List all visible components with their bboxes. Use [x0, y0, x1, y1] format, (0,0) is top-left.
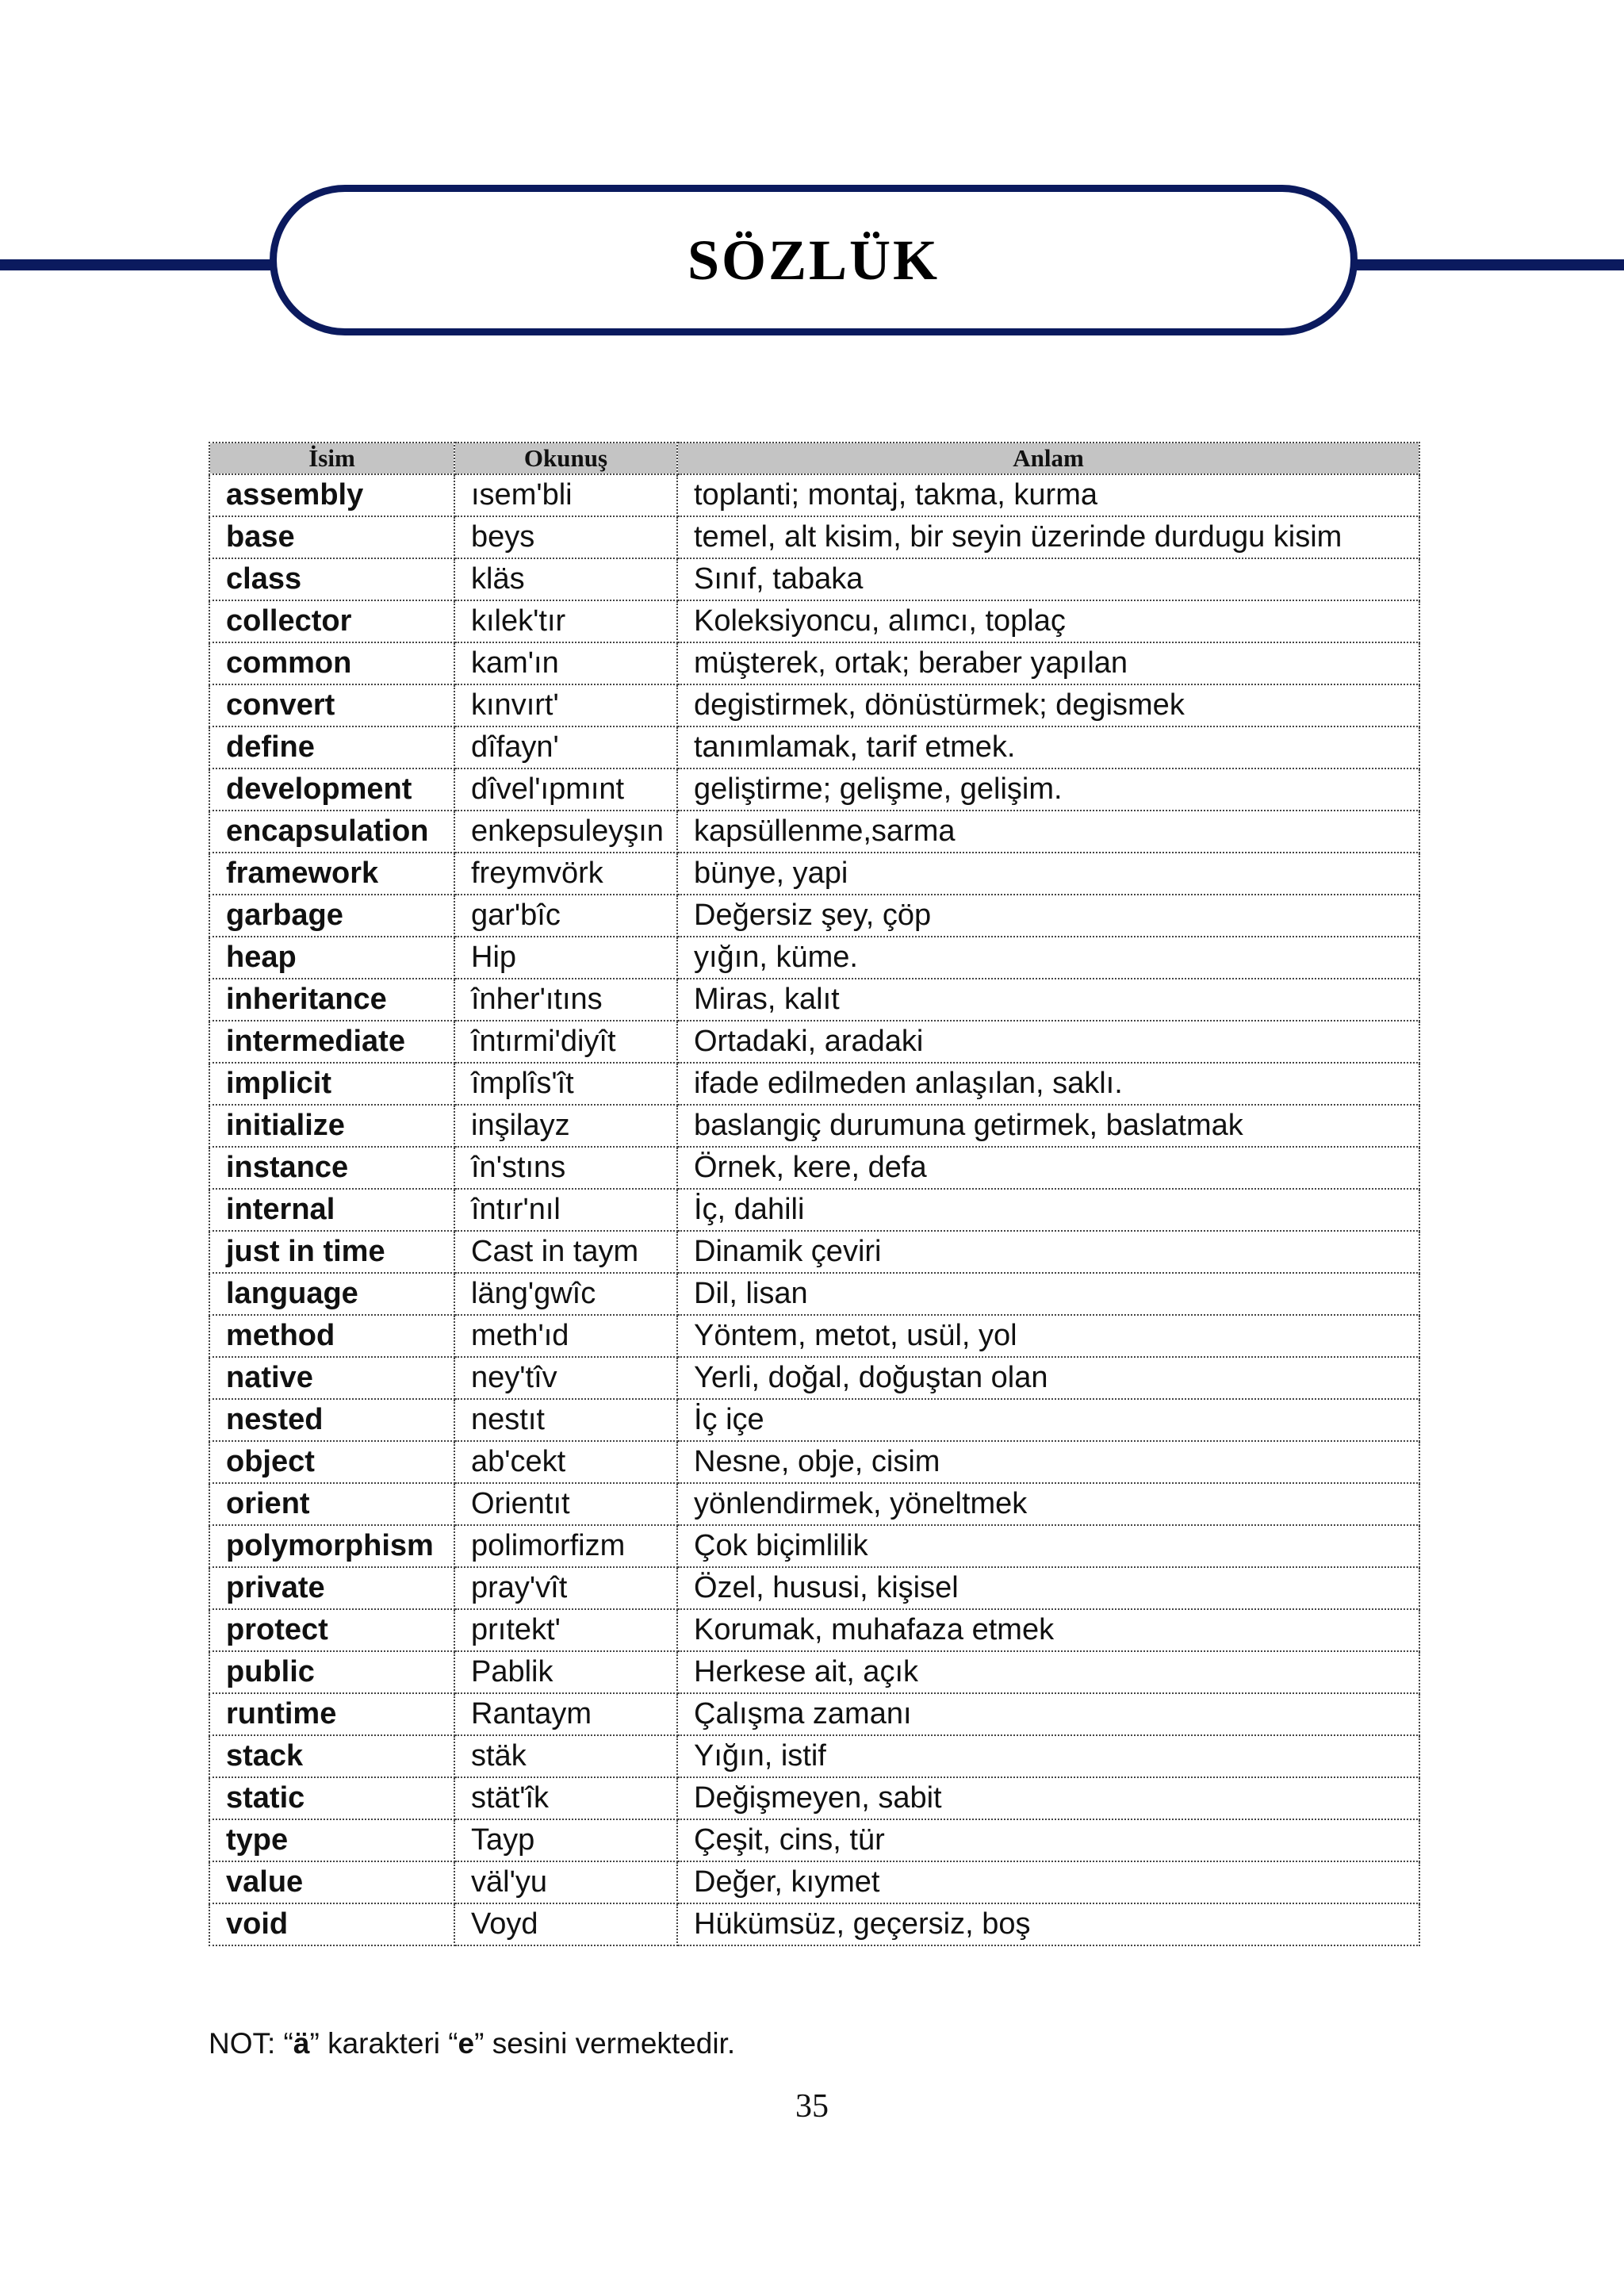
pronunciation-cell: kılek'tır — [454, 600, 677, 642]
meaning-cell: baslangiç durumuna getirmek, baslatmak — [677, 1105, 1419, 1147]
table-row — [209, 811, 1419, 853]
word-cell: void — [209, 1903, 454, 1945]
pronunciation-cell: dîvel'ıpmınt — [454, 768, 677, 811]
table-row — [209, 1567, 1419, 1609]
word-cell: internal — [209, 1189, 454, 1231]
meaning-cell: Herkese ait, açık — [677, 1651, 1419, 1693]
word-cell: value — [209, 1861, 454, 1903]
table-row — [209, 1441, 1419, 1483]
meaning-cell: Korumak, muhafaza etmek — [677, 1609, 1419, 1651]
meaning-cell: Değişmeyen, sabit — [677, 1777, 1419, 1819]
pronunciation-cell: väl'yu — [454, 1861, 677, 1903]
table-row — [209, 768, 1419, 811]
meaning-cell: Değersiz şey, çöp — [677, 895, 1419, 937]
pronunciation-cell: enkepsuleyşın — [454, 811, 677, 853]
word-cell: orient — [209, 1483, 454, 1525]
word-cell: polymorphism — [209, 1525, 454, 1567]
pronunciation-cell: ab'cekt — [454, 1441, 677, 1483]
pronunciation-cell: ısem'bli — [454, 474, 677, 516]
table-row — [209, 1693, 1419, 1735]
table-row — [209, 1315, 1419, 1357]
title-rule-right — [1354, 259, 1624, 270]
word-cell: private — [209, 1567, 454, 1609]
word-cell: heap — [209, 937, 454, 979]
pronunciation-cell: kam'ın — [454, 642, 677, 684]
meaning-cell: Miras, kalıt — [677, 979, 1419, 1021]
table-row — [209, 1483, 1419, 1525]
table-row — [209, 895, 1419, 937]
table-row — [209, 726, 1419, 768]
word-cell: method — [209, 1315, 454, 1357]
pronunciation-cell: întırmi'diyît — [454, 1021, 677, 1063]
table-row — [209, 1777, 1419, 1819]
pronunciation-cell: meth'ıd — [454, 1315, 677, 1357]
page-number: 35 — [795, 2088, 829, 2125]
word-cell: class — [209, 558, 454, 600]
pronunciation-cell: gar'bîc — [454, 895, 677, 937]
word-cell: native — [209, 1357, 454, 1399]
word-cell: intermediate — [209, 1021, 454, 1063]
word-cell: assembly — [209, 474, 454, 516]
word-cell: just in time — [209, 1231, 454, 1273]
pronunciation-cell: kläs — [454, 558, 677, 600]
meaning-cell: İç, dahili — [677, 1189, 1419, 1231]
table-row — [209, 1357, 1419, 1399]
meaning-cell: Özel, hususi, kişisel — [677, 1567, 1419, 1609]
table-row — [209, 516, 1419, 558]
table-row — [209, 937, 1419, 979]
word-cell: inheritance — [209, 979, 454, 1021]
table-row — [209, 1105, 1419, 1147]
pronunciation-cell: stäk — [454, 1735, 677, 1777]
header-meaning: Anlam — [677, 443, 1419, 474]
word-cell: runtime — [209, 1693, 454, 1735]
pronunciation-cell: inşilayz — [454, 1105, 677, 1147]
meaning-cell: degistirmek, dönüstürmek; degismek — [677, 684, 1419, 726]
word-cell: static — [209, 1777, 454, 1819]
table-body — [209, 474, 1419, 1945]
meaning-cell: Çalışma zamanı — [677, 1693, 1419, 1735]
title-banner — [270, 185, 1358, 335]
word-cell: nested — [209, 1399, 454, 1441]
title-rule-left — [0, 259, 274, 270]
meaning-cell: geliştirme; gelişme, gelişim. — [677, 768, 1419, 811]
word-cell: public — [209, 1651, 454, 1693]
note-suffix: ” sesini vermektedir. — [474, 2027, 736, 2060]
word-cell: object — [209, 1441, 454, 1483]
meaning-cell: Sınıf, tabaka — [677, 558, 1419, 600]
word-cell: encapsulation — [209, 811, 454, 853]
pronunciation-cell: prıtekt' — [454, 1609, 677, 1651]
pronunciation-cell: freymvörk — [454, 853, 677, 895]
word-cell: instance — [209, 1147, 454, 1189]
pronunciation-cell: ney'tîv — [454, 1357, 677, 1399]
meaning-cell: Ortadaki, aradaki — [677, 1021, 1419, 1063]
pronunciation-cell: Tayp — [454, 1819, 677, 1861]
pronunciation-cell: beys — [454, 516, 677, 558]
table-row — [209, 1609, 1419, 1651]
word-cell: initialize — [209, 1105, 454, 1147]
table-header-row — [209, 443, 1419, 474]
header-pronunciation: Okunuş — [454, 443, 677, 474]
pronunciation-cell: înher'ıtıns — [454, 979, 677, 1021]
pronunciation-cell: în'stıns — [454, 1147, 677, 1189]
word-cell: convert — [209, 684, 454, 726]
meaning-cell: Nesne, obje, cisim — [677, 1441, 1419, 1483]
pronunciation-cell: kınvırt' — [454, 684, 677, 726]
table-row — [209, 642, 1419, 684]
dictionary-table — [209, 442, 1420, 1946]
meaning-cell: Çeşit, cins, tür — [677, 1819, 1419, 1861]
header-word: İsim — [209, 443, 454, 474]
table-row — [209, 558, 1419, 600]
table-row — [209, 1525, 1419, 1567]
table-row — [209, 1273, 1419, 1315]
page-title: SÖZLÜK — [687, 228, 940, 292]
word-cell: language — [209, 1273, 454, 1315]
pronunciation-cell: Rantaym — [454, 1693, 677, 1735]
meaning-cell: tanımlamak, tarif etmek. — [677, 726, 1419, 768]
table-row — [209, 474, 1419, 516]
note-prefix: NOT: “ — [209, 2027, 293, 2060]
pronunciation-cell: stät'îk — [454, 1777, 677, 1819]
meaning-cell: Yerli, doğal, doğuştan olan — [677, 1357, 1419, 1399]
meaning-cell: müşterek, ortak; beraber yapılan — [677, 642, 1419, 684]
meaning-cell: toplanti; montaj, takma, kurma — [677, 474, 1419, 516]
table-row — [209, 1735, 1419, 1777]
meaning-cell: Örnek, kere, defa — [677, 1147, 1419, 1189]
table-row — [209, 1021, 1419, 1063]
word-cell: protect — [209, 1609, 454, 1651]
word-cell: implicit — [209, 1063, 454, 1105]
meaning-cell: yığın, küme. — [677, 937, 1419, 979]
pronunciation-cell: Voyd — [454, 1903, 677, 1945]
pronunciation-cell: întır'nıl — [454, 1189, 677, 1231]
pronunciation-note — [209, 2027, 735, 2060]
table-row — [209, 1399, 1419, 1441]
table-row — [209, 979, 1419, 1021]
table-row — [209, 1819, 1419, 1861]
word-cell: stack — [209, 1735, 454, 1777]
word-cell: framework — [209, 853, 454, 895]
meaning-cell: Çok biçimlilik — [677, 1525, 1419, 1567]
word-cell: collector — [209, 600, 454, 642]
meaning-cell: Hükümsüz, geçersiz, boş — [677, 1903, 1419, 1945]
table-row — [209, 1147, 1419, 1189]
meaning-cell: Yöntem, metot, usül, yol — [677, 1315, 1419, 1357]
note-char-a: ä — [293, 2027, 310, 2060]
word-cell: define — [209, 726, 454, 768]
table-row — [209, 1231, 1419, 1273]
word-cell: type — [209, 1819, 454, 1861]
meaning-cell: bünye, yapi — [677, 853, 1419, 895]
meaning-cell: Değer, kıymet — [677, 1861, 1419, 1903]
pronunciation-cell: nestıt — [454, 1399, 677, 1441]
meaning-cell: Dil, lisan — [677, 1273, 1419, 1315]
meaning-cell: kapsüllenme,sarma — [677, 811, 1419, 853]
word-cell: base — [209, 516, 454, 558]
meaning-cell: İç içe — [677, 1399, 1419, 1441]
pronunciation-cell: Cast in taym — [454, 1231, 677, 1273]
table-row — [209, 684, 1419, 726]
pronunciation-cell: dîfayn' — [454, 726, 677, 768]
pronunciation-cell: împlîs'ît — [454, 1063, 677, 1105]
table-row — [209, 1651, 1419, 1693]
note-char-e: e — [458, 2027, 475, 2060]
pronunciation-cell: Orientıt — [454, 1483, 677, 1525]
table-row — [209, 1903, 1419, 1945]
table-row — [209, 1861, 1419, 1903]
table-row — [209, 1189, 1419, 1231]
meaning-cell: yönlendirmek, yöneltmek — [677, 1483, 1419, 1525]
pronunciation-cell: pray'vît — [454, 1567, 677, 1609]
note-middle: ” karakteri “ — [309, 2027, 458, 2060]
meaning-cell: ifade edilmeden anlaşılan, saklı. — [677, 1063, 1419, 1105]
pronunciation-cell: Pablik — [454, 1651, 677, 1693]
table-row — [209, 600, 1419, 642]
pronunciation-cell: Hip — [454, 937, 677, 979]
meaning-cell: Dinamik çeviri — [677, 1231, 1419, 1273]
word-cell: common — [209, 642, 454, 684]
meaning-cell: Koleksiyoncu, alımcı, toplaç — [677, 600, 1419, 642]
table-row — [209, 1063, 1419, 1105]
pronunciation-cell: polimorfizm — [454, 1525, 677, 1567]
word-cell: garbage — [209, 895, 454, 937]
meaning-cell: Yığın, istif — [677, 1735, 1419, 1777]
word-cell: development — [209, 768, 454, 811]
meaning-cell: temel, alt kisim, bir seyin üzerinde durdugu kisim — [677, 516, 1419, 558]
table-row — [209, 853, 1419, 895]
pronunciation-cell: läng'gwîc — [454, 1273, 677, 1315]
